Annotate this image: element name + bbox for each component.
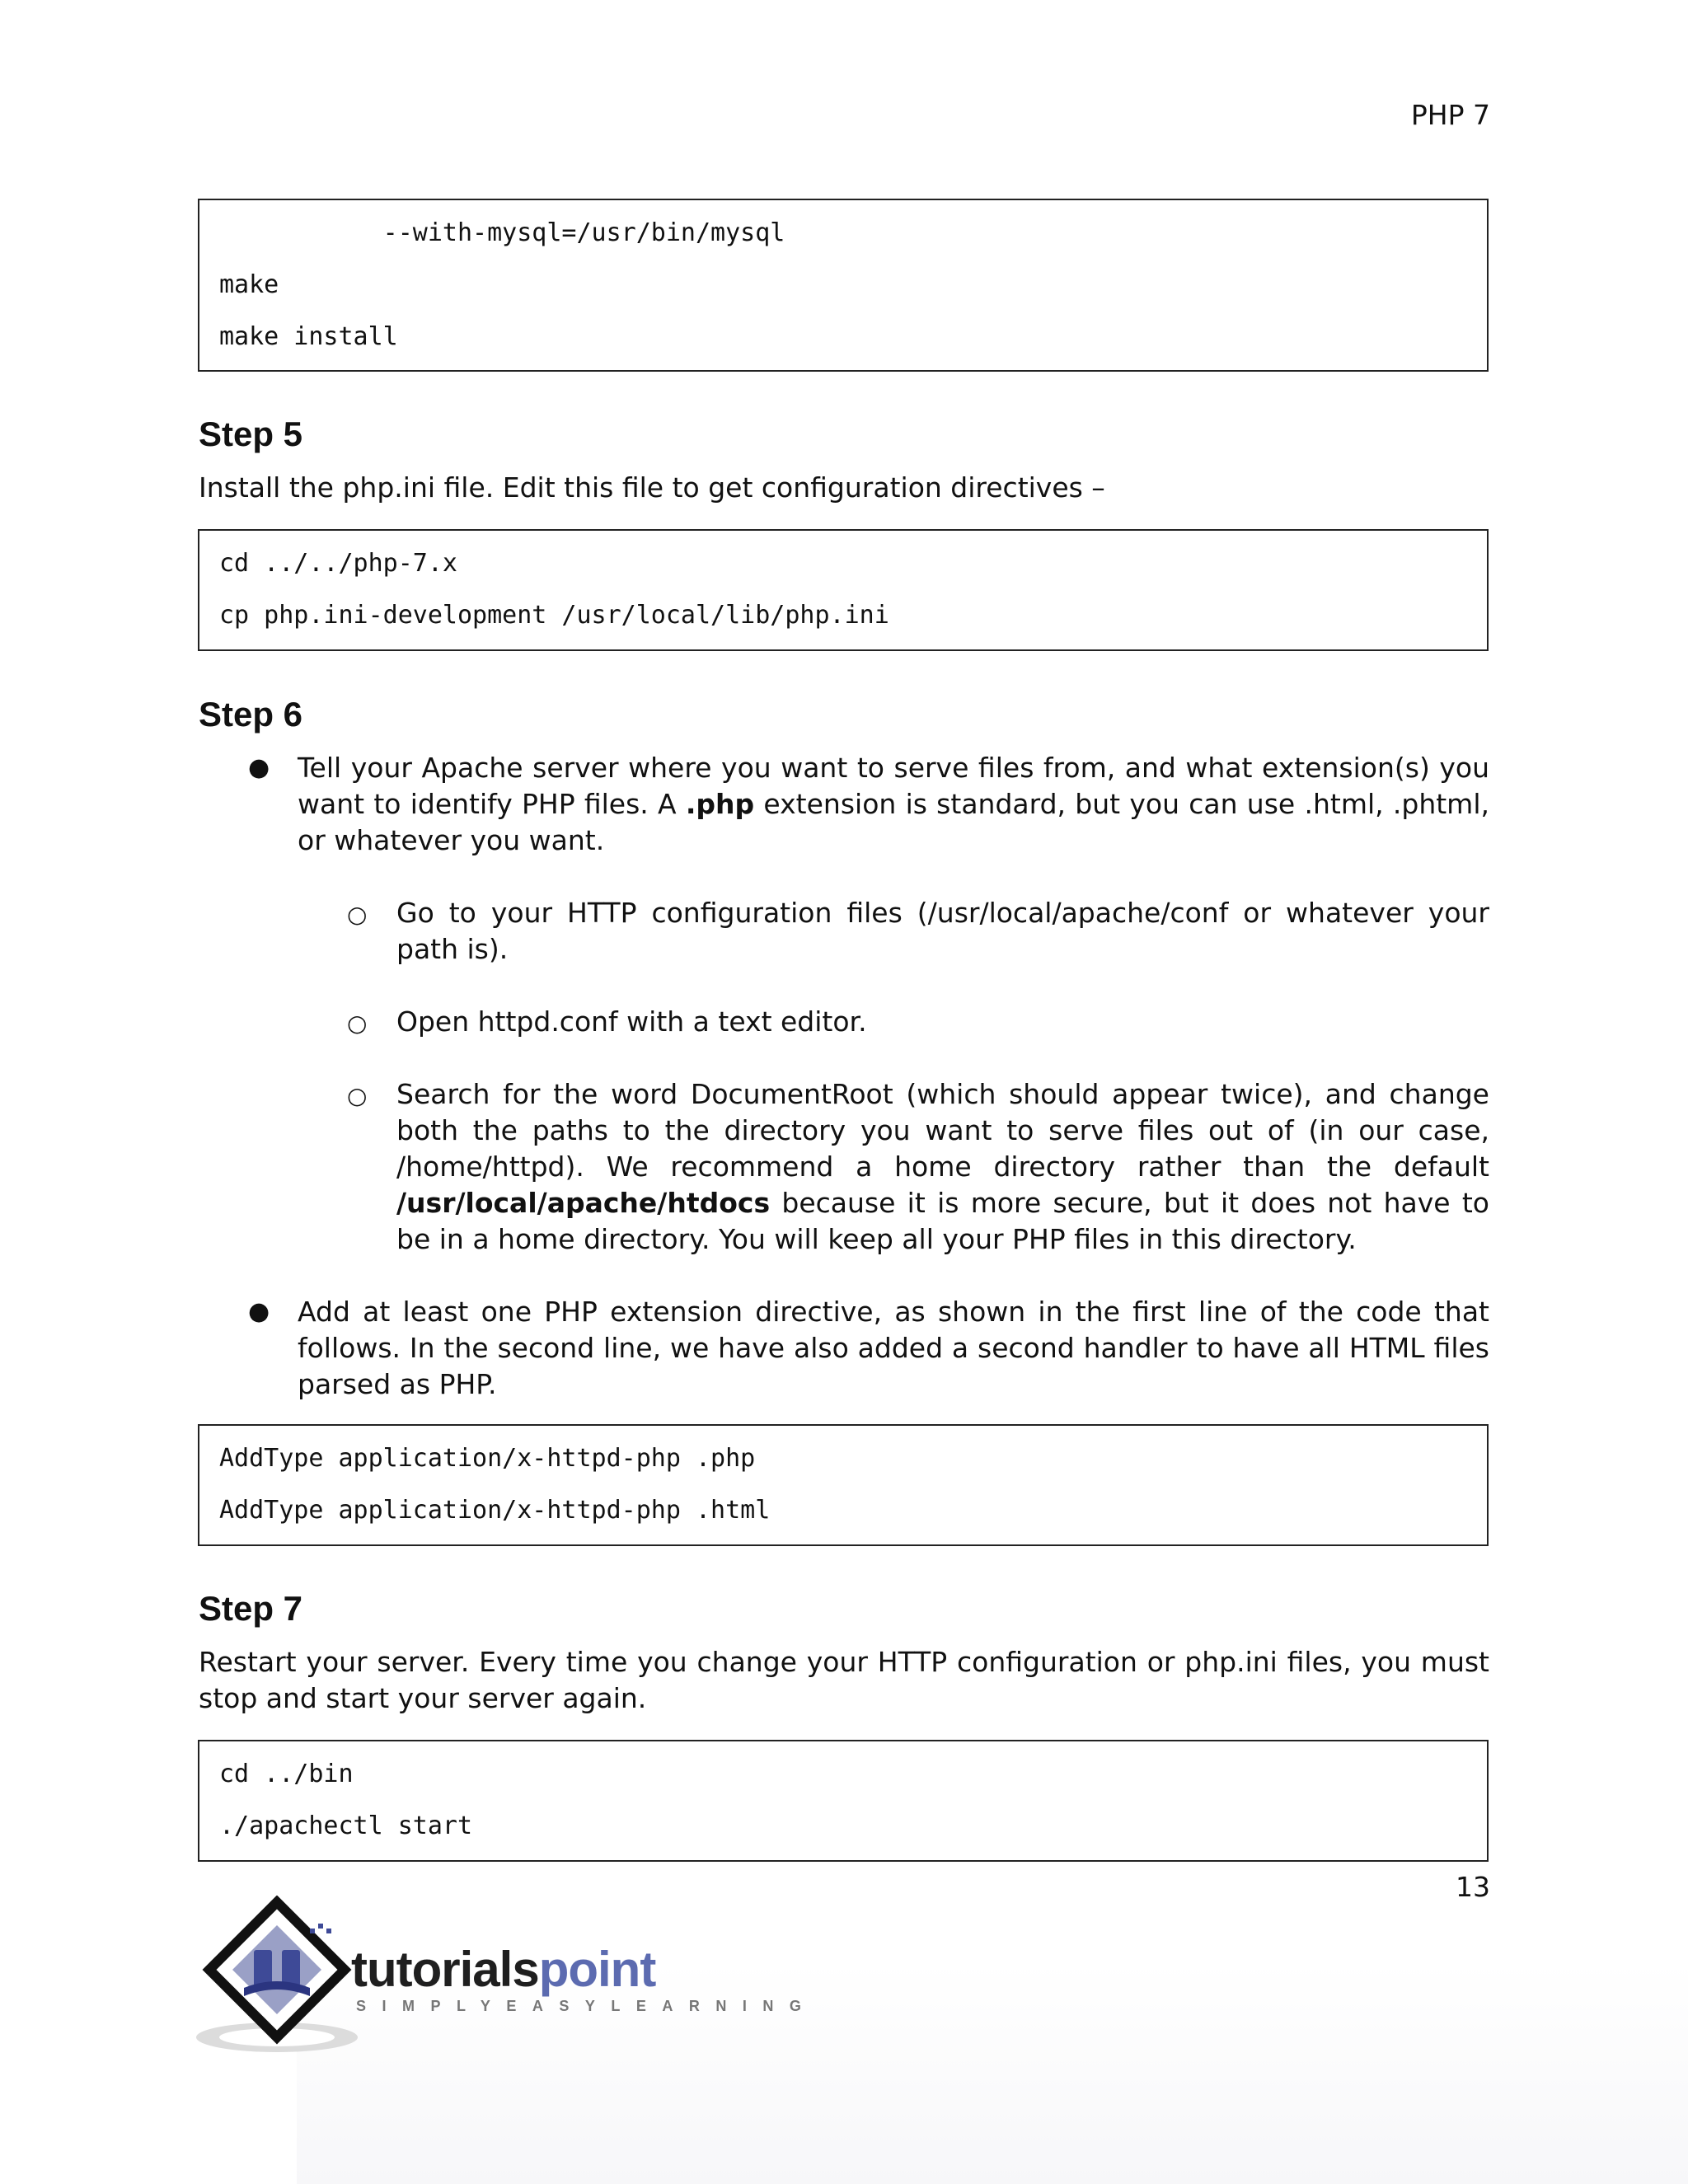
code-block-php-ini — [198, 529, 1489, 651]
bullet-1-bold: .php — [685, 788, 755, 820]
sub-item-2-text: Open httpd.conf with a text editor. — [396, 1005, 867, 1038]
bullet-1-text-end: extension is standard, but you can use .html, .phtml, or whatever you want. — [298, 788, 1489, 856]
page-number: 13 — [1456, 1871, 1490, 1903]
code-line: AddType application/x-httpd-php .php — [219, 1444, 756, 1473]
code-line: make install — [219, 322, 398, 351]
step-5-heading: Step 5 — [199, 415, 303, 453]
step-6-heading: Step 6 — [199, 695, 303, 733]
circle-bullet-icon: ○ — [347, 1010, 368, 1037]
sub-item-document-root — [347, 1076, 1489, 1258]
logo-tagline: SIMPLYEASYLEARNING — [356, 1998, 818, 2014]
code-block-configure — [198, 199, 1489, 372]
code-block-restart — [198, 1740, 1489, 1862]
page-header-title: PHP 7 — [1410, 99, 1490, 131]
tutorialspoint-logo-icon — [195, 1896, 359, 2060]
sub-item-1-text: Go to your HTTP configuration files (/usr/local/apache/conf or whatever your path is). — [396, 897, 1489, 965]
tutorialspoint-logo — [195, 1896, 818, 2060]
circle-bullet-icon: ○ — [347, 1082, 368, 1109]
step-5-text: Install the php.ini file. Edit this file to get configuration directives – — [199, 471, 1105, 504]
logo-word-tutorials: tutorials — [351, 1942, 539, 1997]
logo-word-point: point — [538, 1942, 656, 1997]
bullet-1-text: Tell your Apache server where you want to serve files from, and what extension(s) you want to identify PHP files. A — [298, 752, 1489, 820]
code-line: cd ../bin — [219, 1760, 354, 1788]
code-line: cp php.ini-development /usr/local/lib/php.ini — [219, 601, 889, 630]
code-line: AddType application/x-httpd-php .html — [219, 1496, 771, 1525]
code-line: ./apachectl start — [219, 1811, 473, 1840]
bullet-dot-icon: ● — [248, 753, 270, 782]
step-7-text: Restart your server. Every time you change your HTTP configuration or php.ini files, you must stop and start your server again. — [199, 1646, 1489, 1714]
code-block-addtype — [198, 1424, 1489, 1546]
code-line: cd ../../php-7.x — [219, 549, 457, 578]
circle-bullet-icon: ○ — [347, 901, 368, 928]
logo-wordmark — [351, 1943, 655, 1996]
bullet-dot-icon: ● — [248, 1297, 270, 1326]
sub-item-3-text: Search for the word DocumentRoot (which should appear twice), and change both the paths to the directory you want to serve files out of (in our case, /home/httpd). We recommend a home directory rather than the default — [396, 1078, 1489, 1183]
sub-item-open-httpd — [347, 1004, 1489, 1040]
sub-item-http-config — [347, 895, 1489, 968]
bullet-2-text: Add at least one PHP extension directive, as shown in the first line of the code that follows. In the second line, we have also added a second handler to have all HTML files parsed as PHP. — [298, 1296, 1489, 1400]
step-7-heading: Step 7 — [199, 1589, 303, 1628]
code-line: --with-mysql=/usr/bin/mysql — [219, 218, 785, 247]
list-item-php-extension — [248, 1294, 1489, 1403]
code-line: make — [219, 270, 279, 299]
sub-item-3-text-end: because it is more secure, but it does not have to be in a home directory. You will keep all your PHP files in this directory. — [396, 1187, 1489, 1255]
sub-item-3-bold: /usr/local/apache/htdocs — [396, 1187, 771, 1219]
list-item-apache-server — [248, 750, 1489, 859]
